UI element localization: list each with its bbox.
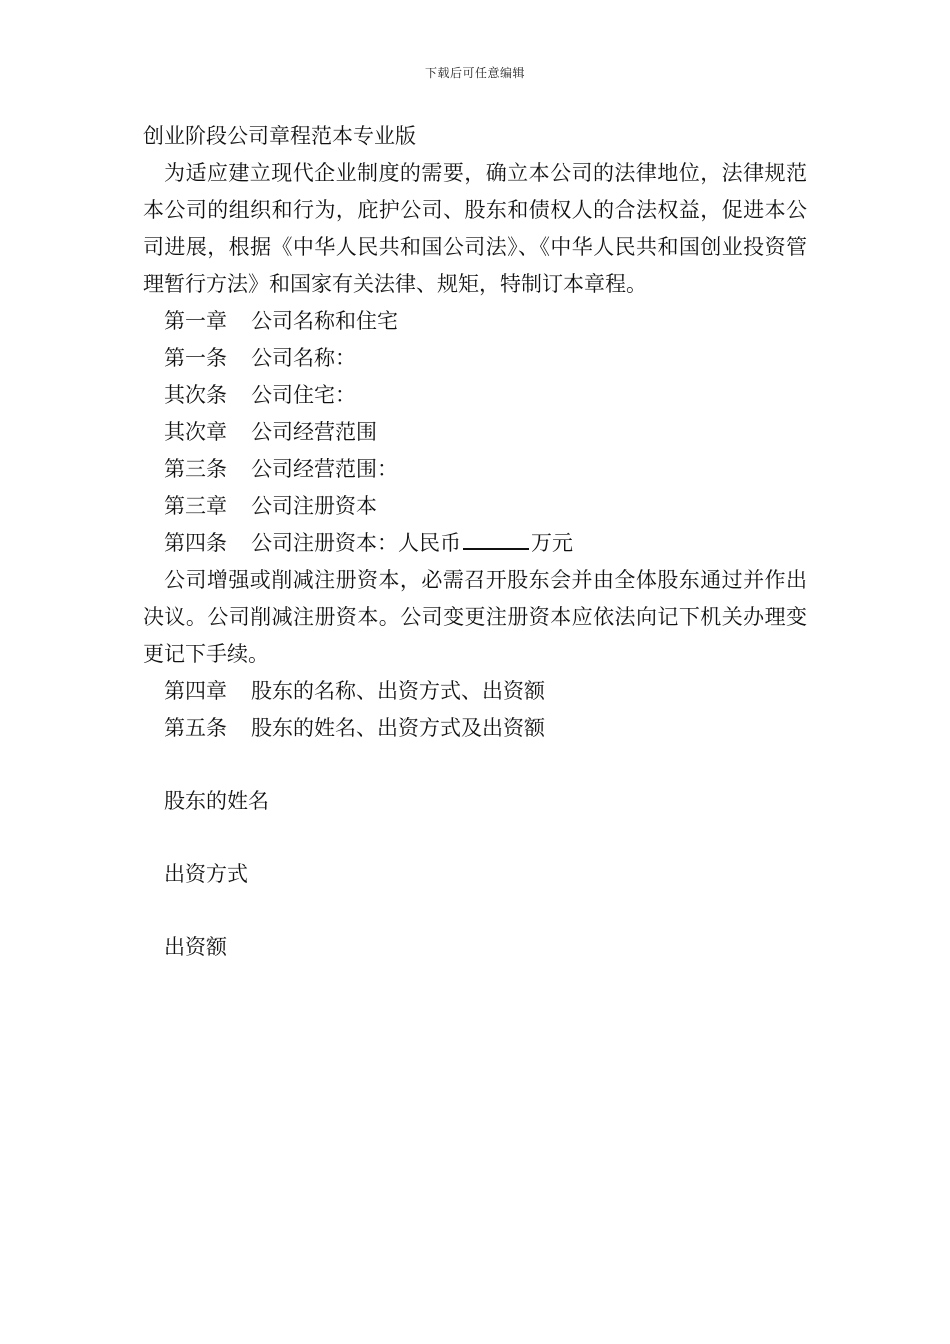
- shareholder-name-label: 股东的姓名: [164, 789, 269, 813]
- article-4-text-before: 公司注册资本：人民币: [251, 531, 461, 555]
- article-4: [143, 525, 807, 562]
- contribution-amount-label: 出资额: [164, 935, 227, 959]
- capital-change-paragraph: 公司增强或削减注册资本，必需召开股东会并由全体股东通过并作出决议。公司削减注册资本。公司变更注册资本应依法向记下机关办理变更记下手续。: [143, 568, 807, 666]
- capital-amount-blank: [463, 528, 529, 550]
- document-body: [143, 118, 807, 966]
- article-2-number: 其次条: [164, 383, 227, 407]
- intro-paragraph: 为适应建立现代企业制度的需要，确立本公司的法律地位，法律规范本公司的组织和行为，庇护公司、股东和债权人的合法权益，促进本公司进展，根据《中华人民共和国公司法》、《中华人民共和国创业投资管理暂行方法》和国家有关法律、规矩，特制订本章程。: [143, 161, 807, 296]
- article-5: [143, 710, 807, 747]
- article-4-text-after: 万元: [531, 531, 573, 555]
- contribution-method-label: 出资方式: [164, 862, 248, 886]
- chapter-4: [143, 673, 807, 710]
- chapter-2-number: 其次章: [164, 420, 227, 444]
- article-1: [143, 340, 807, 377]
- chapter-2-title: 公司经营范围: [251, 420, 377, 444]
- article-5-text: 股东的姓名、出资方式及出资额: [251, 716, 545, 740]
- document-title: 创业阶段公司章程范本专业版: [143, 124, 416, 148]
- article-1-number: 第一条: [164, 346, 227, 370]
- article-2: [143, 377, 807, 414]
- article-3: [143, 451, 807, 488]
- page-header: 下载后可任意编辑: [424, 66, 525, 80]
- article-5-number: 第五条: [164, 716, 227, 740]
- chapter-1: [143, 303, 807, 340]
- article-3-text: 公司经营范围：: [251, 457, 398, 481]
- chapter-3: [143, 488, 807, 525]
- article-2-text: 公司住宅：: [251, 383, 356, 407]
- chapter-2: [143, 414, 807, 451]
- chapter-1-title: 公司名称和住宅: [251, 309, 398, 333]
- article-1-text: 公司名称：: [251, 346, 356, 370]
- chapter-3-title: 公司注册资本: [251, 494, 377, 518]
- chapter-3-number: 第三章: [164, 494, 227, 518]
- chapter-1-number: 第一章: [164, 309, 227, 333]
- chapter-4-number: 第四章: [164, 679, 227, 703]
- article-3-number: 第三条: [164, 457, 227, 481]
- chapter-4-title: 股东的名称、出资方式、出资额: [251, 679, 545, 703]
- article-4-number: 第四条: [164, 531, 227, 555]
